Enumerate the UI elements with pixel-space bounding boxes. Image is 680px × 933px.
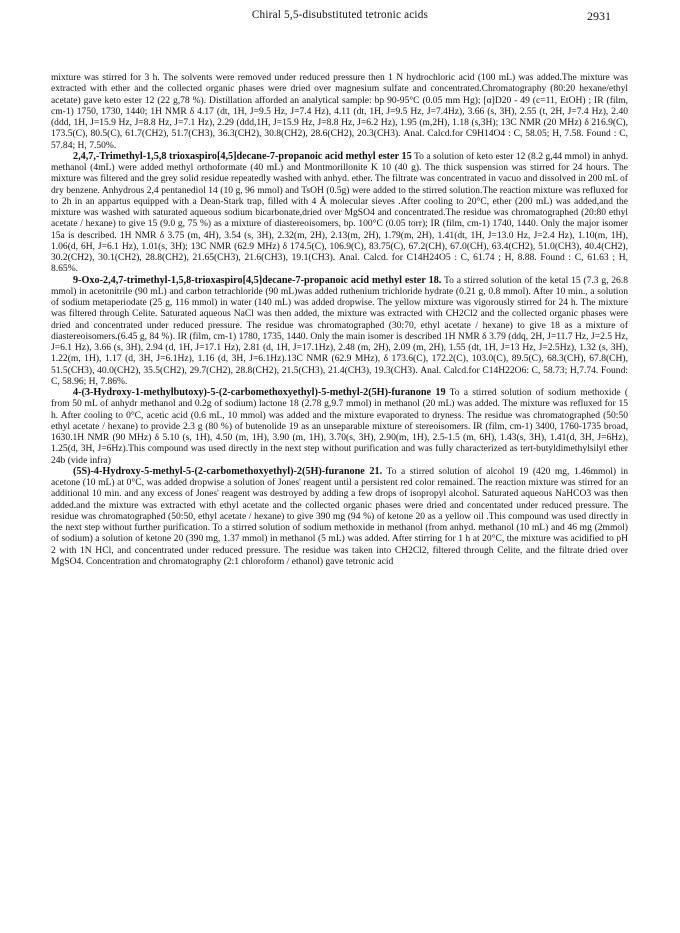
paragraph-text: mixture was stirred for 3 h. The solvents were removed under reduced pressure then 1 N hydrochloric acid (100 mL) was added.The mixture was extracted with ether and the collected organic phases were dried over magnesium sulfate and concentrated.Chromatography (80:20 hexane/ethyl acetate) gave keto ester 12 (22 g,78 %). Distillation afforded an analytical sample: bp 90-95°C (0.05 mm Hg); [α]D20 - 49 (c=11, EtOH) ; IR (film, cm-1) 1750, 1730, 1440; 1H NMR δ 4.17 (dt, 1H, J=9.5 Hz, J=7.4 Hz), 4.11 (dt, 1H, J=9.5 Hz, J=7.4Hz), 3.66 (s, 3H), 2.55 (t, 2H, J=7.4 Hz), 2.40 (ddd, 1H, J=15.9 Hz, J=8.8 Hz, J=7.1 Hz), 2.29 (ddd,1H, J=15.9 Hz, J=8.8 Hz, J=6.2 Hz), 1.95 (m,2H), 1.18 (s,3H); 13C NMR (20 MHz) δ 216.9(C), 173.5(C), 80.5(C), 61.7(CH2), 51.7(CH3), 36.3(CH2), 30.8(CH2), 28.6(CH2), 20.3(CH3). Anal. Calcd.for C9H14O4 : C, 58.05; H, 7.58. Found : C, 57.84; H, 7.50%. — [51, 72, 628, 151]
paragraph-text: To a stirred solution of alcohol 19 (420 mg, 1.46mmol) in acetone (10 mL) at 0°C, was added dropwise a solution of Jones' reagent until a persistent red color remained. The reaction mixture was stirred for an additional 10 min. and any excess of Jones' reagent was destroyed by adding a few drops of isopropyl alcohol. Saturated aqueous NaHCO3 was then added.and the mixture was extracted with ethyl acetate and the collected organic phases were dried and concentated under reduced pressure. The residue was chromatographed (50:50, ethyl acetate / hexane) to give 390 mg (94 %) of ketone 20 as a yellow oil .This compound was used directly in the next step without further purification. To a stirred solution of sodium methoxide in methanol (from anhyd. methanol (10 mL) and 46 mg (2mmol) of sodium) a solution of ketone 20 (390 mg, 1.37 mmol) in methanol (5 mL) was added. After stirring for 1 h at 20°C, the mixture was acidified to pH 2 with 1N HCl, and concentrated under reduced pressure. The residue was taken into CH2Cl2, filtered through Celite, and the filtrate dried over MgSO4. Concentration and chromatography (2:1 chloroform / ethanol) gave tetronic acid — [51, 465, 629, 567]
compound-heading: 4-(3-Hydroxy-1-methylbutoxy)-5-(2-carbomethoxyethyl)-5-methyl-2(5H)-furanone 19 — [73, 387, 446, 398]
paragraph — [51, 387, 628, 466]
page-header — [0, 9, 680, 29]
compound-heading: 2,4,7,-Trimethyl-1,5,8 trioxaspiro[4,5]decane-7-propanoic acid methyl ester 15 — [73, 150, 412, 162]
paragraph — [51, 72, 628, 151]
page-number: 2931 — [587, 9, 611, 23]
paragraph — [51, 275, 628, 388]
paragraph-text: To a stirred solution of the ketal 15 (7.3 g, 26.8 mmol) in acetonitrile (90 mL) and carbon tetrachloride (90 mL)was added ruthenium trichloride hydrate (0.21 g, 0.8 mmol). After 10 min., a solution of sodium metaperiodate (25 g, 116 mmol) in water (140 mL) was added dropwise. The yellow mixture was vigorously stirred for 24 h. The mixture was filtered through Celite. Saturated aqueous NaCl was then added, the mixture was extracted with CH2Cl2 and the collected organic phases were dried and concentrated under reduced pressure. The residue was chromatographed (30:70, ethyl acetate / hexane) to give 18 as a mixture of diastereoisomers.(6.45 g, 84 %). IR (film, cm-1) 1780, 1735, 1440. Only the main isomer is described 1H NMR δ 3.79 (ddq, 2H, J=11.7 Hz, J=2.5 Hz, J=6.1 Hz), 3.66 (s, 3H), 2.94 (d, 1H, J=17.1 Hz), 2.81 (d, 1H, J=17.1Hz), 2.48 (m, 2H), 2.09 (m, 2H), 1.55 (dt, 1H, J=13 Hz, J=2.5Hz), 1.32 (s, 3H), 1.22(m, 1H), 1.17 (d, 3H, J=6.1Hz), 1.16 (d, 3H, J=6.1Hz).13C NMR (62.9 MHz), δ 173.6(C), 172.2(C), 103.0(C), 89.5(C), 68.3(CH), 67.8(CH), 51.5(CH3), 40.0(CH2), 35.5(CH2), 29.7(CH2), 28.8(CH2), 21.5(CH3), 21.4(CH3), 19.3(CH3). Anal. Calcd.for C14H22O6: C, 58.73; H,7.74. Found: C, 58.96; H, 7.86%. — [51, 274, 628, 387]
paragraph-text: To a solution of keto ester 12 (8.2 g,44 mmol) in anhyd. methanol (4mL) were added methyl orthoformate (40 mL) and Montmorillonite K 10 (40 g). The thick suspension was stirred for 24 hours. The mixture was filtered and the grey solid residue repeatedly washed with anhyd. ether. The filtrate was concentrated in vacuo and dissolved in 200 mL of dry benzene. Anhydrous 2,4 pentanediol 14 (10 g, 96 mmol) and TsOH (0.5g) were added to the stirred solution.The reaction mixture was refluxed for to 2h in an appartus equipped with a Dean-Stark trap, filled with 4 Å molecular sieves .After cooling to 20°C, ether (200 mL) was added,and the mixture was washed with saturated aqueous sodium bicarbonate,dried over MgSO4 and concentrated.The residue was chromatographed (20:80 ethyl acetate / hexane) to give 15 (9.0 g, 75 %) as a mixture of diastereoisomers, bp. 100°C (0.05 torr); IR (film, cm-1) 1740, 1440. Only the major isomer 15a is described. 1H NMR δ 3.75 (m, 4H), 3.54 (s, 3H), 2.32(m, 2H), 2.13(m, 2H), 1.79(m, 2H), 1.41(dt, 1H, J=13.0 Hz, J=2.4 Hz), 1.10(m, 1H), 1.06(d, 6H, J=6.1 Hz), 1.01(s, 3H); 13C NMR (62.9 MHz) δ 174.5(C), 106.9(C), 83.75(C), 67.2(CH), 67.0(CH), 63.4(CH2), 51.0(CH3), 40.4(CH2), 30.2(CH2), 30.1(CH2), 28.8(CH2), 21.65(CH3), 21.6(CH3), 19.1(CH3). Anal. Calcd. for C14H24O5 : C, 61.74 ; H, 8.88. Found : C, 61.63 ; H, 8.65%. — [51, 150, 629, 275]
article-body — [51, 72, 628, 567]
compound-heading: (5S)-4-Hydroxy-5-methyl-5-(2-carbomethoxyethyl)-2(5H)-furanone 21. — [73, 465, 383, 477]
paragraph — [51, 151, 628, 275]
running-title: Chiral 5,5-disubstituted tetronic acids — [251, 9, 429, 21]
paragraph-text: To a stirred solution of sodium methoxide ( from 50 mL of anhydr methanol and 0.2g of sodium) lactone 18 (2.78 g,9.7 mmol) in methanol (20 mL) was added. The mixture was refluxed for 15 h. After cooling to 0°C, acetic acid (0.6 mL, 10 mmol) was added and the mixture evaporated to dryness. The residue was chromatographed (50:50 ethyl acetate / hexane) to provide 2.3 g (80 %) of butenolide 19 as an unseparable mixture of stereoisomers. IR (film, cm-1) 3400, 1760-1735 broad, 1630.1H NMR (90 MHz) δ 5.10 (s, 1H), 4.50 (m, 1H), 3.90 (m, 1H), 3.70(s, 3H), 2.90(m, 1H), 2.5-1.5 (m, 6H), 1.43(s, 3H), 1.41(d, 3H, J=6Hz), 1.25(d, 3H, J=6Hz).This compound was used directly in the next step without purification and was fully characterized as tert-butyldimethylsilyl ether 24b (vide infra) — [51, 387, 628, 466]
compound-heading: 9-Oxo-2,4,7-trimethyl-1,5,8-trioxaspiro[4,5]decane-7-propanoic acid methyl ester 18. — [73, 274, 442, 286]
paragraph — [51, 466, 628, 567]
